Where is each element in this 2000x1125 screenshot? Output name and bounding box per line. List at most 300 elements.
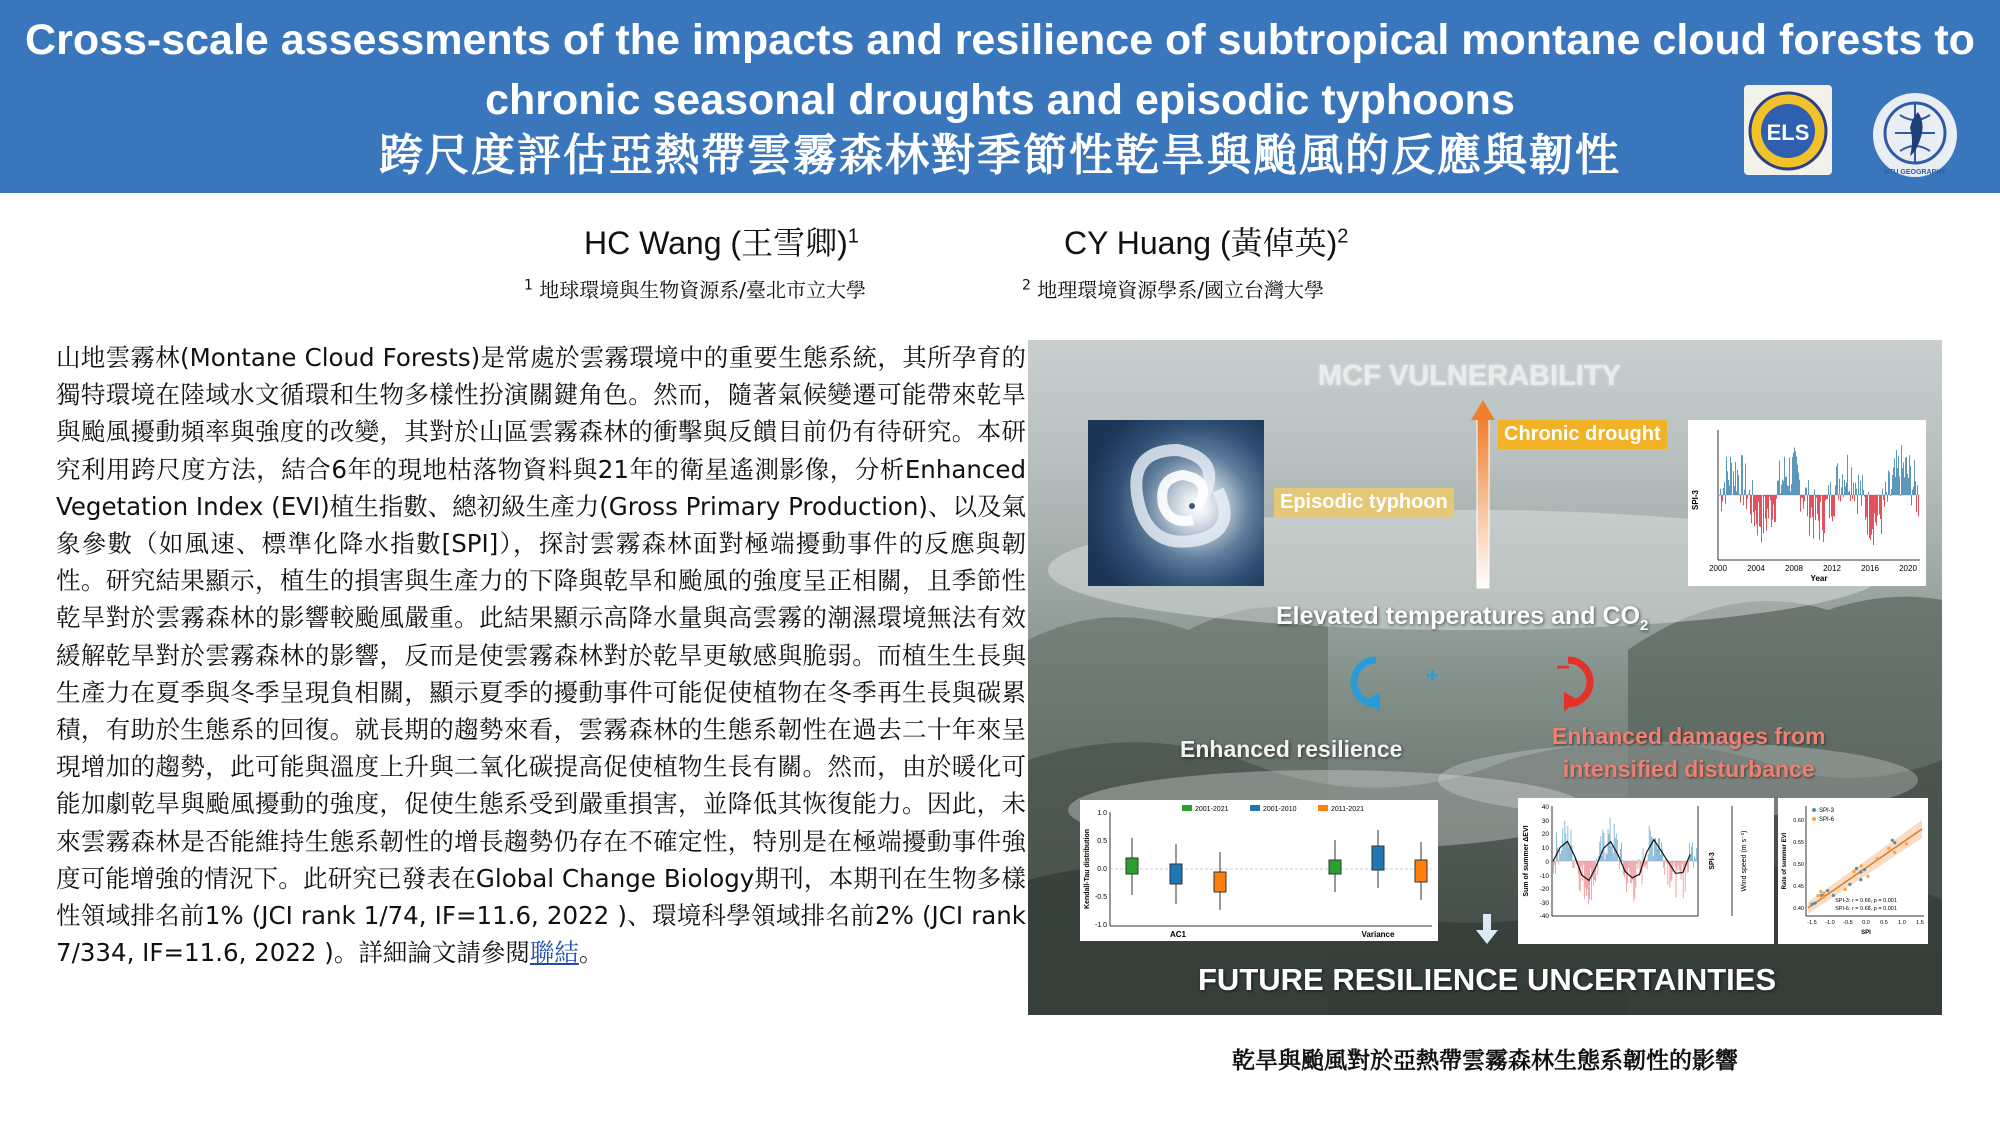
spi-bar [1731, 463, 1732, 495]
sum-bar [1695, 858, 1696, 861]
spi-bar [1862, 475, 1863, 495]
legend-swatch-2001-2021 [1182, 805, 1192, 811]
spi-bar [1739, 494, 1740, 495]
spi-bar [1773, 495, 1774, 504]
box-ac1-2001-2021 [1126, 858, 1138, 874]
scatter-ylabel: Rate of summer EVI [1782, 832, 1788, 890]
sum-bar [1660, 855, 1661, 861]
sum-bar [1634, 861, 1635, 898]
spi-bar [1823, 495, 1824, 542]
spi-xtick-2004: 2004 [1747, 564, 1765, 573]
box-ytick-1: 1.0 [1097, 810, 1107, 817]
spi-bar [1908, 478, 1909, 495]
sum-bar [1572, 845, 1573, 861]
scatter-point [1814, 902, 1817, 905]
spi-bar [1878, 494, 1879, 495]
spi-bar [1801, 495, 1802, 497]
scatter-point [1832, 894, 1835, 897]
scatter-legend-spi6: SPI-6 [1819, 817, 1835, 823]
spi-bar [1815, 495, 1816, 520]
scatter-stat-1: SPI-3: r = 0.66, p = 0.001 [1835, 898, 1897, 904]
spi-bar [1874, 495, 1875, 513]
sum-bar [1585, 861, 1586, 888]
spi-bar [1787, 485, 1788, 495]
sum-bar [1569, 846, 1570, 861]
sum-ytick-30: 30 [1541, 818, 1549, 825]
sum-bar [1571, 829, 1572, 861]
sum-bar [1566, 842, 1567, 861]
spi-bar [1860, 481, 1861, 495]
spi-bar [1856, 489, 1857, 495]
sum-bar [1613, 853, 1614, 861]
scatter-point [1893, 851, 1896, 854]
enhanced-resilience-label: Enhanced resilience [1180, 736, 1403, 762]
sum-bar [1607, 854, 1608, 861]
spi-bar [1755, 495, 1756, 511]
spi-bar [1768, 495, 1769, 518]
spi-bar [1825, 495, 1826, 500]
spi-bar [1747, 495, 1748, 499]
sum-bar [1579, 861, 1580, 890]
spi-bar [1865, 495, 1866, 520]
down-arrow-shaft [1483, 914, 1491, 932]
scat-ytick-2: 0.55 [1793, 840, 1804, 846]
sum-bar [1618, 860, 1619, 861]
sum-bar [1631, 861, 1632, 883]
spi-bar [1842, 474, 1843, 495]
spi-bar [1841, 487, 1842, 495]
spi-bar [1760, 495, 1761, 527]
elevated-text: Elevated temperatures and CO [1276, 602, 1641, 630]
spi-bar [1829, 495, 1830, 518]
damages-line-2: intensified disturbance [1562, 756, 1815, 782]
spi-bar [1873, 495, 1874, 545]
spi-bar [1791, 484, 1792, 495]
spi-bar [1749, 490, 1750, 495]
spi-bar [1864, 495, 1865, 497]
title-english: Cross-scale assessments of the impacts and resilience of subtropical montane cloud forests to chronic seasonal droughts and episodic typhoons [25, 16, 1975, 124]
spi-bar [1917, 485, 1918, 495]
spi-bar [1885, 482, 1886, 495]
sum-bar [1626, 861, 1627, 892]
spi-bar [1769, 495, 1770, 496]
spi-bar [1745, 463, 1746, 495]
spi-bar [1854, 495, 1855, 501]
spi-bar [1899, 476, 1900, 495]
scatter-point [1876, 857, 1879, 860]
scatter-point [1844, 888, 1847, 891]
sum-bar [1636, 861, 1637, 864]
scatter-point [1826, 889, 1829, 892]
spi-bar [1779, 461, 1780, 495]
sum-bar [1556, 832, 1557, 861]
sum-bar [1692, 842, 1693, 861]
affiliation-2-sup: 2 [1022, 277, 1031, 294]
minus-sign: − [1556, 654, 1571, 681]
spi-bar [1907, 473, 1908, 495]
sum-bar [1638, 859, 1639, 861]
sum-bar [1667, 861, 1668, 885]
scatter-xlabel: SPI [1861, 930, 1871, 936]
box-var-2011-2021 [1415, 860, 1427, 882]
sum-bar [1688, 861, 1689, 872]
sum-bar [1610, 818, 1611, 861]
damages-line-1: Enhanced damages from [1552, 723, 1826, 749]
abstract-paragraph [56, 339, 1026, 971]
scatter-point [1859, 878, 1862, 881]
spi-bar [1757, 495, 1758, 536]
scatter-spi-panel [1778, 798, 1928, 944]
sum-bar [1622, 860, 1623, 861]
spi-bar [1726, 457, 1727, 495]
summer-evi-panel [1518, 798, 1774, 944]
spi-bar [1894, 458, 1895, 495]
scat-xtick-4: 0.0 [1862, 920, 1870, 926]
scatter-legend-spi3: SPI-3 [1819, 808, 1835, 814]
spi-bar [1910, 466, 1911, 495]
sum-bar [1554, 861, 1555, 865]
spi-bar [1851, 467, 1852, 495]
spi-xtick-2008: 2008 [1785, 564, 1803, 573]
sum-ytick-neg30: -30 [1539, 900, 1549, 907]
spi-bar [1808, 480, 1809, 495]
sum-bar [1612, 845, 1613, 861]
box-ytick-0: 0.0 [1097, 866, 1107, 873]
scatter-point [1819, 890, 1822, 893]
abstract-end: 。 [578, 938, 604, 968]
sum-bar [1664, 861, 1665, 875]
sum-bar [1561, 850, 1562, 861]
spi-bar [1866, 495, 1867, 517]
spi-bar [1872, 495, 1873, 529]
scatter-point [1848, 883, 1851, 886]
ntu-geography-logo [1870, 90, 1960, 180]
sum-bar [1663, 861, 1664, 868]
spi-bar [1794, 447, 1795, 495]
sum-bar [1628, 861, 1629, 868]
spi-bar [1901, 445, 1902, 495]
spi-bar [1737, 470, 1738, 495]
spi-bar [1888, 471, 1889, 495]
vulnerability-arrow-shaft [1477, 418, 1489, 588]
spi-bar [1751, 495, 1752, 523]
spi-bar [1867, 495, 1868, 535]
spi-bar [1809, 495, 1810, 536]
spi-bar [1759, 495, 1760, 526]
spi-bar [1844, 480, 1845, 495]
spi-bar [1790, 492, 1791, 495]
spi-bar [1891, 489, 1892, 495]
sum-bar [1596, 858, 1597, 861]
spi-bar [1797, 465, 1798, 495]
spi-bar [1748, 494, 1749, 495]
spi-bar [1855, 483, 1856, 495]
spi-bar [1720, 489, 1721, 495]
spi-bar [1798, 473, 1799, 495]
spi-bar [1818, 495, 1819, 521]
chronic-drought-tag: Chronic drought [1498, 420, 1667, 449]
scatter-point [1853, 870, 1856, 873]
spi-bar [1793, 453, 1794, 495]
affiliation-1-sup: 1 [524, 277, 533, 294]
spi-bar [1884, 495, 1885, 507]
spi-bar [1753, 495, 1754, 512]
sum-bar [1675, 861, 1676, 867]
spi-bar [1719, 495, 1720, 496]
sum-bar [1617, 840, 1618, 861]
scatter-stat-2: SPI-6: r = 0.68, p = 0.001 [1835, 906, 1897, 912]
scat-xtick-3: -0.5 [1843, 920, 1853, 926]
scat-ytick-5: 0.40 [1793, 906, 1804, 912]
spi-bar [1725, 495, 1726, 504]
spi-bar [1827, 495, 1828, 499]
spi-xtick-2012: 2012 [1823, 564, 1841, 573]
spi-bar [1893, 468, 1894, 495]
sum-bar [1606, 853, 1607, 861]
spi-bar [1852, 495, 1853, 499]
vulnerability-arrow-head [1471, 400, 1495, 420]
scat-ytick-4: 0.45 [1793, 884, 1804, 890]
spi-bar [1916, 495, 1917, 512]
spi-bar [1857, 495, 1858, 514]
typhoon-satellite-image [1088, 420, 1264, 586]
spi-bar [1817, 495, 1818, 514]
spi-bar [1799, 480, 1800, 495]
ntu-logo-text: NTU GEOGRAPHY [1884, 169, 1946, 176]
spi-bar [1911, 495, 1912, 505]
sum-bar [1574, 861, 1575, 868]
spi-bar [1835, 485, 1836, 495]
sum-ylabel-right: SPI-3 [1709, 852, 1716, 870]
spi-bar [1905, 458, 1906, 495]
spi-bar [1722, 495, 1723, 501]
spi-bar [1843, 495, 1844, 497]
elevated-temperature-label [1276, 602, 1648, 634]
abstract-text: 山地雲霧林(Montane Cloud Forests)是常處於雲霧環境中的重要生態系統，其所孕育的獨特環境在陸域水文循環和生物多樣性扮演關鍵角色。然而，隨著氣候變遷可能帶來乾旱與颱風擾動頻率與強度的改變，其對於山區雲霧森林的衝擊與反饋目前仍有待研究。本研究利用跨尺度方法，結合6年的現地枯落物資料與21年的衛星遙測影像，分析Enhanced Vegetation Index (EVI)植生指數、總初級生產力(Gross Primary Production)、以及氣象參數（如風速、標準化降水指數[SPI]），探討雲霧森林面對極端擾動事件的反應與韌性。研究結果顯示，植生的損害與生產力的下降與乾旱和颱風的強度呈正相關，且季節性乾旱對於雲霧森林的影響較颱風嚴重。此結果顯示高降水量與高雲霧的潮濕環境無法有效緩解乾旱對於雲霧森林的影響，反而是使雲霧森林對於乾旱更敏感與脆弱。而植生生長與生產力在夏季與冬季呈現負相關，顯示夏季的擾動事件可能促使植物在冬季再生長與碳累積，有助於生態系的回復。就長期的趨勢來看，雲霧森林的生態系韌性在過去二十年來呈現增加的趨勢，此可能與溫度上升與二氧化碳提高促使植物生長有關。然而，由於暖化可能加劇乾旱與颱風擾動的強度，促使生態系受到嚴重損害，並降低其恢復能力。因此，未來雲霧森林是否能維持生態系韌性的增長趨勢仍存在不確定性，特別是在極端擾動事件強度可能增強的情況下。此研究已發表在Global Change Biology期刊，本期刊在生物多樣性領域排名前1% (JCI rank 1/74, IF=11.6, 2022 )、環境科學領域排名前2% (JCI rank 7/334, IF=11.6, 2022 )。詳細論文請參閱 [56, 343, 1026, 968]
sum-ytick-neg20: -20 [1539, 886, 1549, 893]
sum-ytick-10: 10 [1541, 845, 1549, 852]
spi-bar [1820, 495, 1821, 502]
sum-bar [1683, 861, 1684, 898]
spi-bar [1789, 457, 1790, 495]
sum-bar [1591, 861, 1592, 900]
spi-bar [1869, 495, 1870, 538]
header-banner [0, 0, 2000, 193]
sum-bar [1690, 854, 1691, 861]
sum-bar [1671, 861, 1672, 879]
spi-bar [1764, 495, 1765, 497]
sum-ytick-neg10: -10 [1539, 873, 1549, 880]
sum-bar [1653, 856, 1654, 861]
sum-bar [1614, 824, 1615, 861]
plus-sign: + [1426, 663, 1439, 688]
sum-bar [1605, 860, 1606, 861]
spi-bar [1819, 495, 1820, 540]
spi-bar [1788, 486, 1789, 495]
affiliation-1 [524, 274, 866, 303]
sum-bar [1584, 861, 1585, 899]
spi-bar [1776, 495, 1777, 499]
author-1-sup: 1 [847, 225, 859, 248]
sum-bar [1658, 839, 1659, 861]
spi-bar [1900, 495, 1901, 496]
sum-bar [1568, 847, 1569, 861]
sum-bar [1656, 845, 1657, 861]
spi-bar [1765, 495, 1766, 519]
spi-bar [1814, 489, 1815, 495]
sum-bar [1616, 834, 1617, 861]
sum-bar [1573, 861, 1574, 868]
spi-bar [1750, 495, 1751, 514]
spi-bar [1838, 495, 1839, 500]
spi-bar [1868, 492, 1869, 495]
sum-bar [1649, 826, 1650, 861]
spi-bar [1806, 487, 1807, 495]
sum-bar [1654, 839, 1655, 861]
spi-bar [1758, 495, 1759, 502]
spi-bar [1892, 475, 1893, 495]
box-var-2001-2021 [1329, 860, 1341, 874]
sum-bar [1648, 854, 1649, 861]
spi-bar [1721, 495, 1722, 511]
spi-bar [1786, 476, 1787, 495]
spi-bar [1822, 495, 1823, 530]
sum-bar [1601, 856, 1602, 861]
spi-bar [1902, 468, 1903, 495]
spi-bar [1782, 479, 1783, 495]
sum-bar [1565, 833, 1566, 861]
sum-bar [1583, 861, 1584, 865]
sum-bar [1694, 856, 1695, 861]
future-resilience-label: FUTURE RESILIENCE UNCERTAINTIES [1198, 962, 1777, 997]
els-logo-text: ELS [1766, 120, 1810, 145]
box-ac1-2011-2021 [1214, 872, 1226, 892]
spi-bar [1863, 490, 1864, 495]
spi-bar [1775, 495, 1776, 522]
spi-bar [1778, 480, 1779, 495]
spi-bar [1897, 468, 1898, 495]
spi-bar [1883, 495, 1884, 500]
spi-bar [1756, 495, 1757, 524]
spi-bar [1781, 485, 1782, 495]
spi-bar [1743, 495, 1744, 505]
sum-bar [1646, 861, 1647, 865]
sum-ylabel-right2: Wind speed (m s⁻¹) [1741, 830, 1748, 892]
paper-link[interactable]: 聯結 [529, 938, 579, 968]
sum-bar [1587, 861, 1588, 889]
spi-bar [1830, 482, 1831, 495]
sum-bar [1647, 861, 1648, 869]
scatter-point [1887, 847, 1890, 850]
spi-bar [1903, 462, 1904, 495]
sum-bar [1580, 861, 1581, 892]
scat-xtick-2: -1.0 [1825, 920, 1835, 926]
spi-bar [1904, 477, 1905, 495]
sum-bar [1619, 861, 1620, 869]
sum-bar [1590, 861, 1591, 868]
spi-bar [1845, 486, 1846, 495]
spi-bar [1912, 490, 1913, 495]
spi-bar [1777, 481, 1778, 495]
spi-bar [1826, 495, 1827, 499]
spi-bar [1849, 491, 1850, 495]
spi-bar [1913, 487, 1914, 495]
spi-bar [1742, 455, 1743, 495]
spi-bar [1766, 495, 1767, 531]
spi-bar [1738, 475, 1739, 495]
box-ytick-05: 0.5 [1097, 838, 1107, 845]
spi-bar [1733, 471, 1734, 495]
spi-bar [1734, 486, 1735, 495]
spi-bar [1847, 455, 1848, 495]
legend-2001-2010: 2001-2010 [1263, 806, 1297, 813]
spi-bar [1909, 455, 1910, 495]
sum-bar [1680, 861, 1681, 874]
scat-xtick-7: 1.5 [1916, 920, 1924, 926]
spi-bar [1831, 495, 1832, 516]
spi-bar [1915, 481, 1916, 495]
legend-2011-2021: 2011-2021 [1331, 806, 1364, 813]
sum-bar [1693, 861, 1694, 868]
author-1-name: HC Wang (王雪卿) [584, 225, 848, 261]
scat-ytick-3: 0.50 [1793, 862, 1804, 868]
spi-bar [1870, 495, 1871, 540]
spi-bar [1898, 456, 1899, 495]
sum-bar [1670, 861, 1671, 882]
sum-bar [1682, 861, 1683, 864]
spi-bar [1859, 494, 1860, 495]
sum-bar [1676, 861, 1677, 897]
spi-bar [1880, 495, 1881, 519]
spi-bar [1767, 495, 1768, 509]
spi-bar [1828, 485, 1829, 495]
sum-bar [1621, 842, 1622, 861]
spi-bar [1882, 489, 1883, 495]
spi-bar [1896, 450, 1897, 495]
author-2-sup: 2 [1337, 225, 1349, 248]
scatter-point [1816, 894, 1819, 897]
author-1 [584, 218, 859, 264]
sum-bar [1600, 836, 1601, 861]
sum-bar [1582, 861, 1583, 881]
scat-xtick-6: 1.0 [1898, 920, 1906, 926]
spi-bar [1728, 480, 1729, 495]
spi-bar [1812, 495, 1813, 517]
legend-swatch-2001-2010 [1250, 805, 1260, 811]
spi-bar [1876, 495, 1877, 526]
sum-bar [1553, 861, 1554, 873]
box-group-variance: Variance [1361, 930, 1395, 939]
spi-bar [1832, 495, 1833, 521]
spi-bar [1837, 463, 1838, 495]
box-ytick-neg1: -1.0 [1094, 922, 1107, 929]
sum-ytick-neg40: -40 [1539, 913, 1549, 920]
spi-xlabel: Year [1810, 574, 1828, 583]
sum-bar [1677, 861, 1678, 871]
scatter-point [1860, 864, 1863, 867]
spi-bar [1877, 495, 1878, 516]
spi-bar [1729, 486, 1730, 495]
spi-bar [1774, 495, 1775, 522]
sum-bar [1637, 861, 1638, 869]
sum-ytick-40: 40 [1541, 804, 1549, 811]
spi-bar [1881, 495, 1882, 534]
scat-xtick-5: 0.5 [1880, 920, 1888, 926]
legend-2001-2021: 2001-2021 [1195, 806, 1229, 813]
sum-bar [1643, 848, 1644, 861]
spi-bar [1723, 488, 1724, 495]
spi-bar [1886, 492, 1887, 495]
